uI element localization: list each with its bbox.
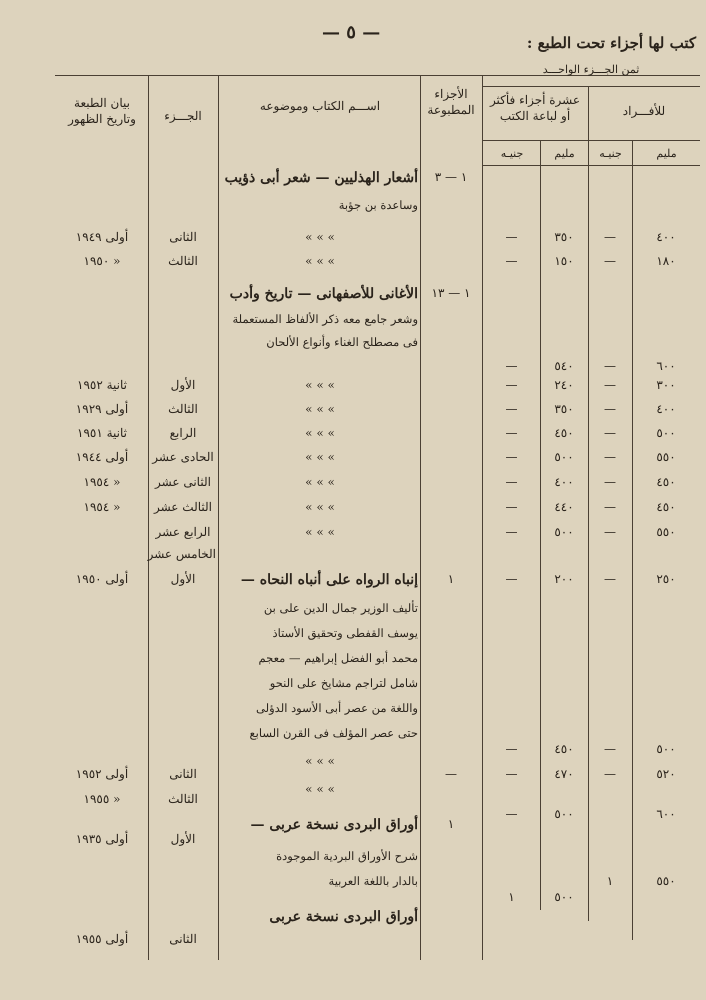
col-line-4 xyxy=(482,75,483,960)
individual-pound-cell: — xyxy=(604,572,616,586)
individual-millieme-cell: ٢٥٠ xyxy=(656,572,676,586)
bulk-pound-cell: — xyxy=(505,359,518,373)
book-description: فى مصطلح الغناء وأنواع الألحان xyxy=(266,335,418,349)
book-title: الأغانى للأصفهانى — تاريخ وأدب xyxy=(229,286,418,302)
book-description: وساعدة بن جؤبة xyxy=(338,198,418,212)
individual-pound-cell: — xyxy=(604,500,616,514)
ditto-marks: » » » xyxy=(305,426,335,440)
edition-cell: أولى ١٩٤٩ xyxy=(75,230,129,244)
individual-pound-cell: — xyxy=(604,742,616,756)
bulk-millieme-cell: ٥٤٠ xyxy=(554,359,574,373)
col-line-1 xyxy=(148,75,149,960)
ditto-marks: » » » xyxy=(305,450,335,464)
bulk-millieme-cell: ١٥٠ xyxy=(554,254,574,268)
part-cell: الأول xyxy=(170,832,196,846)
printed-parts-cell: — xyxy=(445,767,457,781)
page-number: — ٥ — xyxy=(322,22,381,43)
bulk-millieme-cell: ٤٥٠ xyxy=(554,742,574,756)
part-cell: الثالث xyxy=(168,792,198,806)
book-title: إنباه الرواه على أنباه النحاه — xyxy=(240,572,418,588)
individual-pound-cell: — xyxy=(604,359,616,373)
part-cell: الثانى xyxy=(169,230,197,244)
individual-pound-cell: — xyxy=(604,767,616,781)
bulk-pound-cell: — xyxy=(505,254,518,268)
bulk-millieme-cell: ٤٥٠ xyxy=(554,426,574,440)
ditto-marks: » » » xyxy=(305,230,335,244)
part-cell: الثانى عشر xyxy=(155,475,211,489)
individual-millieme-cell: ٥٥٠ xyxy=(656,450,676,464)
part-cell: الحادى عشر xyxy=(152,450,214,464)
col-line-2 xyxy=(218,75,219,960)
part-cell: الثالث عشر xyxy=(153,500,212,514)
individual-millieme-cell: ٥٢٠ xyxy=(656,767,676,781)
individual-millieme-cell: ٤٠٠ xyxy=(656,230,676,244)
printed-parts-cell: ١ — ١٣ xyxy=(431,286,471,300)
part-cell: الرابع عشر xyxy=(155,525,211,539)
individual-millieme-cell: ٥٥٠ xyxy=(656,874,676,888)
book-description: بالدار باللغة العربية xyxy=(328,874,418,888)
unit-bulk-millieme: مليم xyxy=(554,147,575,160)
part-cell: الأول xyxy=(170,572,196,586)
section-title: كتب لها أجزاء تحت الطبع : xyxy=(526,34,696,52)
bulk-pound-cell: — xyxy=(505,450,518,464)
bulk-pound-cell: — xyxy=(505,525,518,539)
edition-cell: أولى ١٩٥٠ xyxy=(75,572,129,586)
ditto-marks: » » » xyxy=(305,254,335,268)
ditto-marks: » » » xyxy=(305,525,335,539)
ditto-marks: » » » xyxy=(305,782,335,796)
unit-ind-millieme: مليم xyxy=(656,147,677,160)
bulk-pound-cell: — xyxy=(505,230,518,244)
bulk-millieme-cell: ٤٤٠ xyxy=(554,500,574,514)
ditto-marks: » » » xyxy=(305,500,335,514)
book-description: يوسف القفطى وتحقيق الأستاذ xyxy=(272,626,418,640)
individual-millieme-cell: ٥٠٠ xyxy=(656,742,676,756)
bulk-pound-cell: ١ xyxy=(508,890,515,904)
unit-rule xyxy=(482,140,700,141)
part-cell: الثانى xyxy=(169,767,197,781)
col-line-3 xyxy=(420,75,421,960)
book-description: حتى عصر المؤلف فى القرن السابع xyxy=(249,726,418,740)
edition-cell: أولى ١٩٣٥ xyxy=(75,832,129,846)
individual-pound-cell: — xyxy=(604,378,616,392)
price-subrule xyxy=(482,86,700,87)
header-price-single: ثمن الجـــزء الواحـــد xyxy=(542,63,640,76)
printed-parts-cell: ١ xyxy=(447,572,455,586)
bulk-millieme-cell: ٤٠٠ xyxy=(554,475,574,489)
bulk-pound-cell: — xyxy=(505,475,518,489)
individual-pound-cell: — xyxy=(604,254,616,268)
edition-cell: ثانية ١٩٥٢ xyxy=(77,378,127,392)
book-description: شرح الأوراق البردية الموجودة xyxy=(276,849,418,863)
individual-millieme-cell: ٦٠٠ xyxy=(656,807,676,821)
header-individuals: للأفـــراد xyxy=(622,104,666,118)
individual-millieme-cell: ٥٥٠ xyxy=(656,525,676,539)
printed-parts-cell: ١ xyxy=(447,817,455,831)
edition-cell: أولى ١٩٤٤ xyxy=(75,450,129,464)
bulk-millieme-cell: ٥٠٠ xyxy=(554,890,574,904)
individual-millieme-cell: ٦٠٠ xyxy=(656,359,676,373)
ditto-marks: » » » xyxy=(305,402,335,416)
header-bottom-rule xyxy=(482,165,700,166)
individual-millieme-cell: ٤٥٠ xyxy=(656,500,676,514)
bulk-pound-cell: — xyxy=(505,742,518,756)
edition-cell: « ١٩٥٤ xyxy=(83,475,121,489)
individual-pound-cell: — xyxy=(604,525,616,539)
edition-cell: « ١٩٥٠ xyxy=(83,254,121,268)
part-cell: الثالث xyxy=(168,254,198,268)
edition-cell: أولى ١٩٢٩ xyxy=(75,402,129,416)
edition-cell: أولى ١٩٥٥ xyxy=(75,932,129,946)
bulk-millieme-cell: ٢٠٠ xyxy=(554,572,574,586)
bulk-pound-cell: — xyxy=(505,402,518,416)
individual-pound-cell: — xyxy=(604,402,616,416)
bulk-pound-cell: — xyxy=(505,767,518,781)
ditto-marks: » » » xyxy=(305,475,335,489)
individual-pound-cell: ١ xyxy=(606,874,614,888)
bulk-millieme-cell: ٣٥٠ xyxy=(554,230,574,244)
individual-millieme-cell: ٤٠٠ xyxy=(656,402,676,416)
bulk-millieme-cell: ٣٥٠ xyxy=(554,402,574,416)
individual-millieme-cell: ٣٠٠ xyxy=(656,378,676,392)
individual-pound-cell: — xyxy=(604,426,616,440)
part-cell: الخامس عشر xyxy=(147,547,216,561)
part-cell: الثانى xyxy=(169,932,197,946)
bulk-pound-cell: — xyxy=(505,378,518,392)
bulk-millieme-cell: ٢٤٠ xyxy=(554,378,574,392)
edition-cell: أولى ١٩٥٢ xyxy=(75,767,129,781)
bulk-pound-cell: — xyxy=(505,572,518,586)
edition-cell: « ١٩٥٥ xyxy=(83,792,121,806)
bulk-pound-cell: — xyxy=(505,500,518,514)
bulk-millieme-cell: ٤٧٠ xyxy=(554,767,574,781)
book-description: شامل لتراجم مشايخ على النحو xyxy=(269,676,418,690)
part-cell: الثالث xyxy=(168,402,198,416)
ditto-marks: » » » xyxy=(305,378,335,392)
individual-millieme-cell: ٤٥٠ xyxy=(656,475,676,489)
book-description: محمد أبو الفضل إبراهيم — معجم xyxy=(258,651,418,665)
bulk-millieme-cell: ٥٠٠ xyxy=(554,525,574,539)
header-printed-parts: الأجزاء المطبوعة xyxy=(427,87,475,118)
unit-bulk-pound: جنيـه xyxy=(500,147,524,160)
individual-pound-cell: — xyxy=(604,230,616,244)
bulk-pound-cell: — xyxy=(505,807,518,821)
edition-cell: « ١٩٥٤ xyxy=(83,500,121,514)
bulk-millieme-cell: ٥٠٠ xyxy=(554,450,574,464)
bulk-pound-cell: — xyxy=(505,426,518,440)
part-cell: الأول xyxy=(170,378,196,392)
individual-millieme-cell: ٥٠٠ xyxy=(656,426,676,440)
book-title: أوراق البردى نسخة عربى xyxy=(269,909,418,925)
individual-pound-cell: — xyxy=(604,475,616,489)
individual-pound-cell: — xyxy=(604,450,616,464)
individual-millieme-cell: ١٨٠ xyxy=(656,254,676,268)
header-part: الجـــزء xyxy=(164,109,202,123)
part-cell: الرابع xyxy=(169,426,197,440)
book-description: تأليف الوزير جمال الدين على بن xyxy=(263,601,418,615)
unit-ind-pound: جنيـه xyxy=(599,147,622,160)
header-edition: بيان الطبعة وتاريخ الظهور xyxy=(68,96,136,127)
edition-cell: ثانية ١٩٥١ xyxy=(77,426,127,440)
book-title: أوراق البردى نسخة عربى — xyxy=(250,817,418,833)
book-description: واللغة من عصر أبى الأسود الدؤلى xyxy=(256,701,418,715)
book-title: أشعار الهذليين — شعر أبى ذؤيب xyxy=(224,170,418,186)
bulk-millieme-cell: ٥٠٠ xyxy=(554,807,574,821)
ditto-marks: » » » xyxy=(305,754,335,768)
header-bulk: عشرة أجزاء فأكثر أو لباعة الكتب xyxy=(489,93,581,124)
printed-parts-cell: ١ — ٣ xyxy=(434,170,468,184)
header-book: اســـم الكتاب وموضوعه xyxy=(259,99,381,113)
book-description: وشعر جامع معه ذكر الألفاظ المستعملة xyxy=(232,312,418,326)
